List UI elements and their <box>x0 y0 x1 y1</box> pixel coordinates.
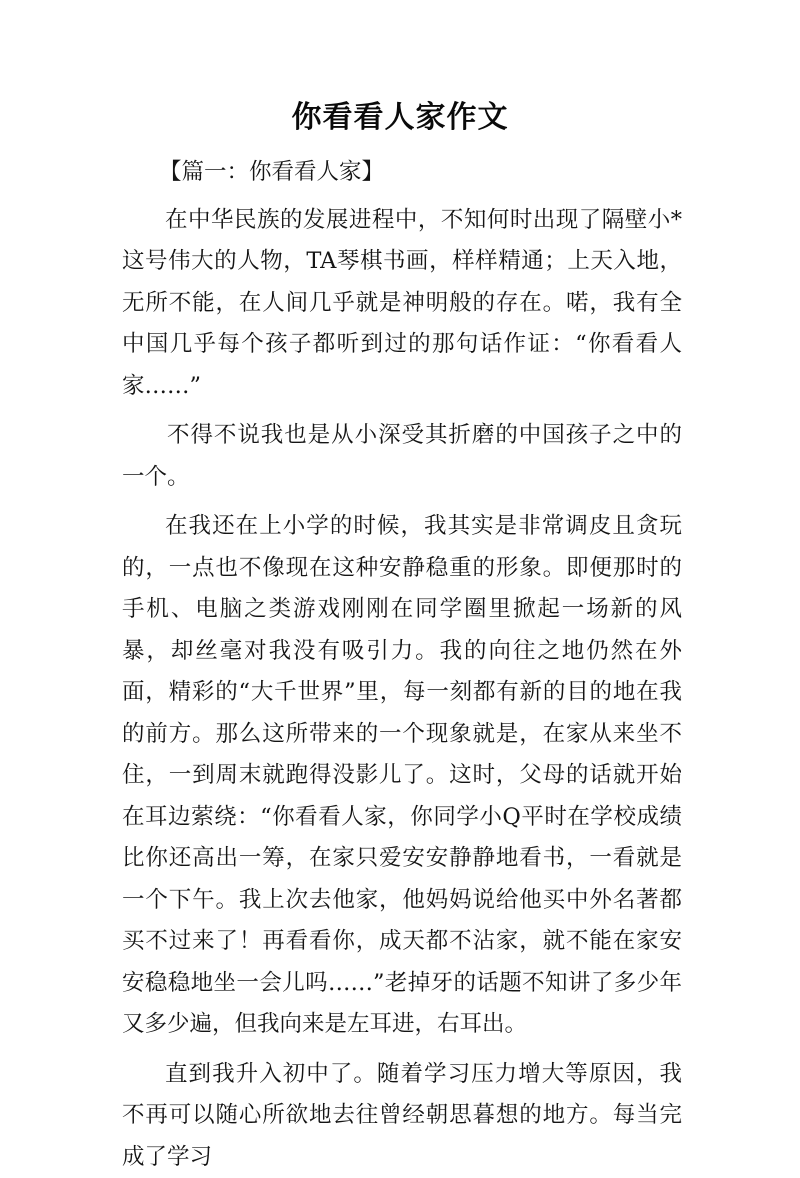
document-body <box>122 152 682 1178</box>
paragraph-2: 不得不说我也是从小深受其折磨的中国孩子之中的一个。 <box>122 415 682 498</box>
section-heading: 【篇一：你看看人家】 <box>122 152 682 194</box>
document-title: 你看看人家作文 <box>0 96 800 140</box>
paragraph-1: 在中华民族的发展进程中，不知何时出现了隔壁小*这号伟大的人物，TA琴棋书画，样样精通；上天入地，无所不能，在人间几乎就是神明般的存在。喏，我有全中国几乎每个孩子都听到过的那句话作证：“你看看人家……” <box>122 200 682 408</box>
paragraph-3: 在我还在上小学的时候，我其实是非常调皮且贪玩的，一点也不像现在这种安静稳重的形象。即便那时的手机、电脑之类游戏刚刚在同学圈里掀起一场新的风暴，却丝毫对我没有吸引力。我的向往之地仍然在外面，精彩的“大千世界”里，每一刻都有新的目的地在我的前方。那么这所带来的一个现象就是，在家从来坐不住，一到周末就跑得没影儿了。这时，父母的话就开始在耳边萦绕：“你看看人家，你同学小Q平时在学校成绩比你还高出一筹，在家只爱安安静静地看书，一看就是一个下午。我上次去他家，他妈妈说给他买中外名著都买不过来了！再看看你，成天都不沾家，就不能在家安安稳稳地坐一会儿吗……”老掉牙的话题不知讲了多少年又多少遍，但我向来是左耳进，右耳出。 <box>122 506 682 1046</box>
paragraph-4: 直到我升入初中了。随着学习压力增大等原因，我不再可以随心所欲地去往曾经朝思暮想的地方。每当完成了学习 <box>122 1054 682 1178</box>
